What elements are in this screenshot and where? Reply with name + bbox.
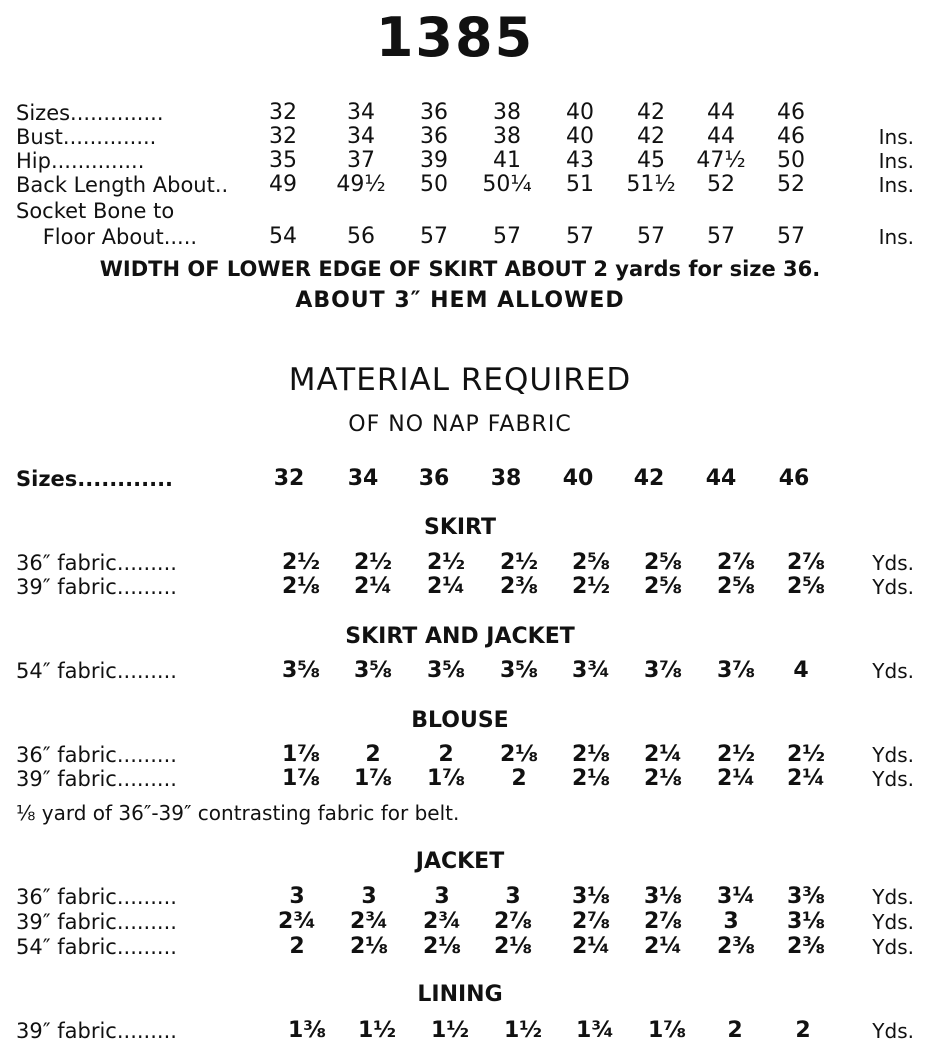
value-cell: 38 <box>493 124 521 149</box>
value-cell: 3⅝ <box>281 658 321 683</box>
value-cell: 3⅛ <box>571 884 611 909</box>
unit-label: Yds. <box>872 551 914 575</box>
material-row <box>0 1018 930 1044</box>
value-cell: 38 <box>493 100 521 125</box>
unit-label: Yds. <box>872 910 914 934</box>
value-cell: 3¼ <box>716 884 756 909</box>
size-cell: 32 <box>273 466 305 491</box>
value-cell: 1⅞ <box>426 766 466 791</box>
value-cell: 2⅛ <box>281 574 321 599</box>
value-cell: 57 <box>707 224 735 249</box>
value-cell: 2½ <box>786 742 826 767</box>
row-label: 39″ fabric......... <box>16 575 177 599</box>
row-label: 36″ fabric......... <box>16 743 177 767</box>
value-cell: 34 <box>347 100 375 125</box>
unit-label: Yds. <box>872 1019 914 1043</box>
value-cell: 3⅛ <box>786 909 826 934</box>
value-cell: 57 <box>637 224 665 249</box>
value-cell: 2¾ <box>277 909 317 934</box>
measure-row-bust <box>0 124 930 150</box>
unit-label: Ins. <box>878 125 914 149</box>
material-row <box>0 574 930 600</box>
row-label: Hip.............. <box>16 149 145 173</box>
value-cell: 1⅞ <box>353 766 393 791</box>
value-cell: 3 <box>723 909 739 934</box>
value-cell: 40 <box>566 124 594 149</box>
value-cell: 2½ <box>499 550 539 575</box>
value-cell: 4 <box>793 658 809 683</box>
value-cell: 3 <box>361 884 377 909</box>
size-cell: 38 <box>490 466 522 491</box>
measure-row-socket-bone <box>0 198 930 224</box>
unit-label: Ins. <box>878 173 914 197</box>
value-cell: 2 <box>289 934 305 959</box>
value-cell: 49 <box>269 172 297 197</box>
value-cell: 2⅞ <box>493 909 533 934</box>
value-cell: 2 <box>511 766 527 791</box>
value-cell: 42 <box>637 100 665 125</box>
skirt-width-note: WIDTH OF LOWER EDGE OF SKIRT ABOUT 2 yards for size 36. <box>99 257 821 281</box>
value-cell: 41 <box>493 148 521 173</box>
unit-label: Ins. <box>878 149 914 173</box>
value-cell: 50 <box>777 148 805 173</box>
value-cell: 51½ <box>626 172 676 197</box>
size-cell: 36 <box>418 466 450 491</box>
value-cell: 1¾ <box>575 1018 615 1043</box>
value-cell: 3 <box>505 884 521 909</box>
section-heading-blouse: BLOUSE <box>411 708 509 733</box>
value-cell: 2⅛ <box>422 934 462 959</box>
value-cell: 3⅛ <box>643 884 683 909</box>
measure-row-hip <box>0 148 930 174</box>
value-cell: 52 <box>777 172 805 197</box>
value-cell: 32 <box>269 124 297 149</box>
value-cell: 2¾ <box>349 909 389 934</box>
value-cell: 51 <box>566 172 594 197</box>
value-cell: 42 <box>637 124 665 149</box>
value-cell: 2⅝ <box>643 574 683 599</box>
size-cell: 40 <box>562 466 594 491</box>
row-label: 54″ fabric......... <box>16 935 177 959</box>
value-cell: 45 <box>637 148 665 173</box>
value-cell: 1⅞ <box>647 1018 687 1043</box>
value-cell: 35 <box>269 148 297 173</box>
section-heading-lining: LINING <box>417 982 503 1007</box>
row-label: 39″ fabric......... <box>16 910 177 934</box>
size-cell: 44 <box>705 466 737 491</box>
value-cell: 43 <box>566 148 594 173</box>
value-cell: 46 <box>777 100 805 125</box>
value-cell: 1⅞ <box>281 766 321 791</box>
value-cell: 2¼ <box>716 766 756 791</box>
row-label: Floor About..... <box>16 225 198 249</box>
value-cell: 1½ <box>430 1018 470 1043</box>
unit-label: Ins. <box>878 225 914 249</box>
measure-row-floor <box>0 224 930 250</box>
row-label: Back Length About.. <box>16 173 229 197</box>
hem-note: ABOUT 3″ HEM ALLOWED <box>295 288 625 313</box>
value-cell: 2⅞ <box>571 909 611 934</box>
unit-label: Yds. <box>872 767 914 791</box>
value-cell: 2½ <box>426 550 466 575</box>
measure-row-back-length <box>0 172 930 198</box>
material-row <box>0 766 930 792</box>
row-label: Sizes............ <box>16 467 174 491</box>
section-heading-skirt: SKIRT <box>423 515 497 540</box>
value-cell: 57 <box>493 224 521 249</box>
belt-note: ⅛ yard of 36″-39″ contrasting fabric for belt. <box>16 801 460 825</box>
value-cell: 2⅝ <box>716 574 756 599</box>
value-cell: 2 <box>438 742 454 767</box>
value-cell: 1⅜ <box>287 1018 327 1043</box>
value-cell: 2⅛ <box>499 742 539 767</box>
value-cell: 3 <box>434 884 450 909</box>
value-cell: 2⅛ <box>571 766 611 791</box>
row-label: Bust.............. <box>16 125 157 149</box>
value-cell: 3¾ <box>571 658 611 683</box>
value-cell: 2⅜ <box>716 934 756 959</box>
value-cell: 2 <box>365 742 381 767</box>
unit-label: Yds. <box>872 935 914 959</box>
value-cell: 3⅝ <box>353 658 393 683</box>
value-cell: 2⅝ <box>571 550 611 575</box>
value-cell: 44 <box>707 100 735 125</box>
value-cell: 47½ <box>696 148 746 173</box>
value-cell: 57 <box>566 224 594 249</box>
pattern-number: 1385 <box>375 6 535 69</box>
value-cell: 46 <box>777 124 805 149</box>
value-cell: 2⅛ <box>571 742 611 767</box>
value-cell: 2¼ <box>786 766 826 791</box>
value-cell: 2⅝ <box>643 550 683 575</box>
value-cell: 40 <box>566 100 594 125</box>
value-cell: 44 <box>707 124 735 149</box>
value-cell: 3⅞ <box>643 658 683 683</box>
value-cell: 2½ <box>716 742 756 767</box>
value-cell: 2½ <box>571 574 611 599</box>
value-cell: 3⅝ <box>499 658 539 683</box>
value-cell: 56 <box>347 224 375 249</box>
value-cell: 2⅜ <box>499 574 539 599</box>
value-cell: 32 <box>269 100 297 125</box>
row-label: 36″ fabric......... <box>16 885 177 909</box>
value-cell: 37 <box>347 148 375 173</box>
material-sizes-row <box>0 466 930 492</box>
value-cell: 39 <box>420 148 448 173</box>
value-cell: 50 <box>420 172 448 197</box>
value-cell: 2⅜ <box>786 934 826 959</box>
row-label: 36″ fabric......... <box>16 551 177 575</box>
unit-label: Yds. <box>872 885 914 909</box>
material-row <box>0 742 930 768</box>
value-cell: 2⅝ <box>786 574 826 599</box>
unit-label: Yds. <box>872 743 914 767</box>
value-cell: 3⅜ <box>786 884 826 909</box>
value-cell: 2½ <box>353 550 393 575</box>
value-cell: 54 <box>269 224 297 249</box>
value-cell: 36 <box>420 124 448 149</box>
material-row <box>0 909 930 935</box>
row-label: Sizes.............. <box>16 101 164 125</box>
value-cell: 2¼ <box>426 574 466 599</box>
material-subtitle: OF NO NAP FABRIC <box>348 412 572 437</box>
value-cell: 1½ <box>357 1018 397 1043</box>
value-cell: 1½ <box>503 1018 543 1043</box>
value-cell: 2¼ <box>571 934 611 959</box>
value-cell: 1⅞ <box>281 742 321 767</box>
value-cell: 2⅛ <box>493 934 533 959</box>
unit-label: Yds. <box>872 659 914 683</box>
material-row <box>0 934 930 960</box>
unit-label: Yds. <box>872 575 914 599</box>
size-cell: 42 <box>633 466 665 491</box>
value-cell: 2½ <box>281 550 321 575</box>
value-cell: 2⅞ <box>716 550 756 575</box>
value-cell: 49½ <box>336 172 386 197</box>
row-label: 39″ fabric......... <box>16 1019 177 1043</box>
material-row <box>0 550 930 576</box>
value-cell: 3⅞ <box>716 658 756 683</box>
size-cell: 34 <box>347 466 379 491</box>
value-cell: 2⅞ <box>643 909 683 934</box>
value-cell: 2 <box>727 1018 743 1043</box>
value-cell: 2⅛ <box>643 766 683 791</box>
value-cell: 2⅞ <box>786 550 826 575</box>
value-cell: 2 <box>795 1018 811 1043</box>
value-cell: 2¼ <box>643 742 683 767</box>
section-heading-skirt-and-jacket: SKIRT AND JACKET <box>345 624 575 649</box>
value-cell: 36 <box>420 100 448 125</box>
material-title: MATERIAL REQUIRED <box>288 362 632 398</box>
section-heading-jacket: JACKET <box>415 849 505 874</box>
value-cell: 3 <box>289 884 305 909</box>
value-cell: 57 <box>420 224 448 249</box>
value-cell: 3⅝ <box>426 658 466 683</box>
value-cell: 52 <box>707 172 735 197</box>
value-cell: 50¼ <box>482 172 532 197</box>
material-row <box>0 884 930 910</box>
value-cell: 57 <box>777 224 805 249</box>
measure-row-sizes <box>0 100 930 126</box>
value-cell: 2¼ <box>643 934 683 959</box>
value-cell: 2¼ <box>353 574 393 599</box>
value-cell: 34 <box>347 124 375 149</box>
value-cell: 2⅛ <box>349 934 389 959</box>
value-cell: 2¾ <box>422 909 462 934</box>
row-label: 54″ fabric......... <box>16 659 177 683</box>
size-cell: 46 <box>778 466 810 491</box>
material-row <box>0 658 930 684</box>
row-label: Socket Bone to <box>16 199 175 223</box>
row-label: 39″ fabric......... <box>16 767 177 791</box>
